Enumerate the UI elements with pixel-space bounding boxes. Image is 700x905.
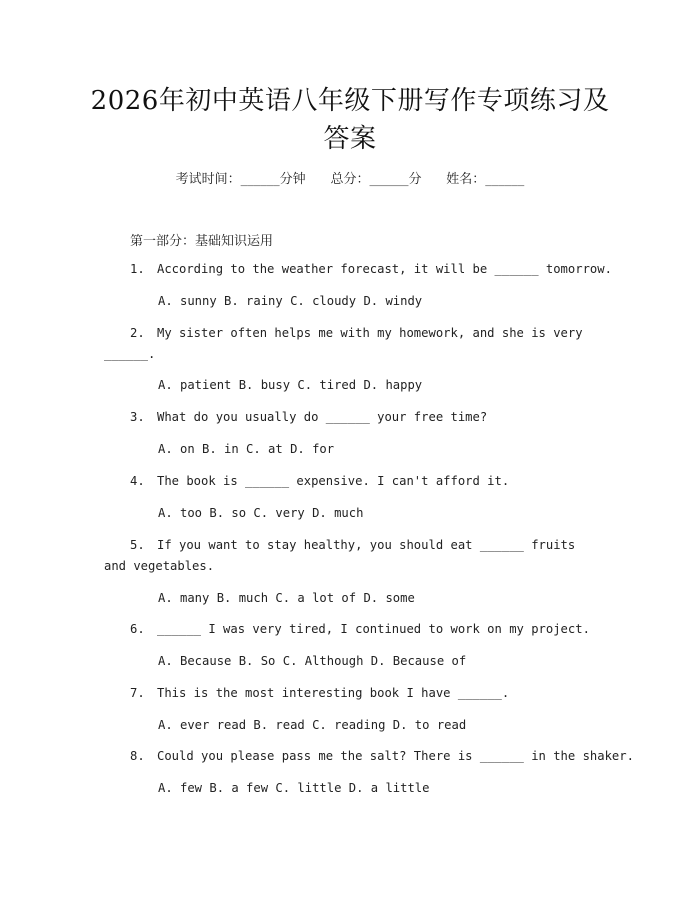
exam-meta (0, 168, 700, 187)
question-number: 6. (130, 622, 145, 636)
total-score: 总分：______分 (330, 172, 422, 187)
question-3-options: A. on B. in C. at D. for (158, 442, 335, 456)
question-6-options: A. Because B. So C. Although D. Because of (158, 654, 467, 668)
question-4-options: A. too B. so C. very D. much (158, 506, 364, 520)
question-stem: If you want to stay healthy, you should eat ______ fruits and vegetables. (104, 538, 576, 573)
question-stem: According to the weather forecast, it will be ______ tomorrow. (157, 262, 612, 276)
question-2-options: A. patient B. busy C. tired D. happy (158, 378, 423, 392)
question-1 (104, 259, 612, 280)
exam-time: 考试时间：______分钟 (175, 172, 306, 187)
question-stem: The book is ______ expensive. I can't afford it. (157, 474, 510, 488)
question-7-options: A. ever read B. read C. reading D. to read (158, 718, 467, 732)
question-stem: This is the most interesting book I have ______. (157, 686, 510, 700)
question-number: 7. (130, 686, 145, 700)
question-2 (104, 323, 604, 365)
question-stem: ______ I was very tired, I continued to work on my project. (157, 622, 590, 636)
student-name: 姓名：______ (446, 172, 525, 187)
question-8-options: A. few B. a few C. little D. a little (158, 781, 430, 795)
question-stem: My sister often helps me with my homework, and she is very ______. (104, 326, 583, 361)
question-stem: What do you usually do ______ your free time? (157, 410, 488, 424)
question-3 (104, 407, 604, 428)
question-8 (104, 746, 634, 767)
question-number: 3. (130, 410, 145, 424)
question-number: 1. (130, 262, 145, 276)
question-number: 5. (130, 538, 145, 552)
question-number: 2. (130, 326, 145, 340)
question-1-options: A. sunny B. rainy C. cloudy D. windy (158, 294, 423, 308)
question-6 (104, 619, 604, 640)
question-5-options: A. many B. much C. a lot of D. some (158, 591, 415, 605)
question-4 (104, 471, 604, 492)
section-title: 第一部分：基础知识运用 (130, 234, 274, 249)
question-stem: Could you please pass me the salt? There is ______ in the shaker. (157, 749, 634, 763)
document-title: 2026年初中英语八年级下册写作专项练习及答案 (90, 86, 610, 154)
question-number: 4. (130, 474, 145, 488)
question-7 (104, 683, 604, 704)
question-5 (104, 535, 604, 577)
question-number: 8. (130, 749, 145, 763)
